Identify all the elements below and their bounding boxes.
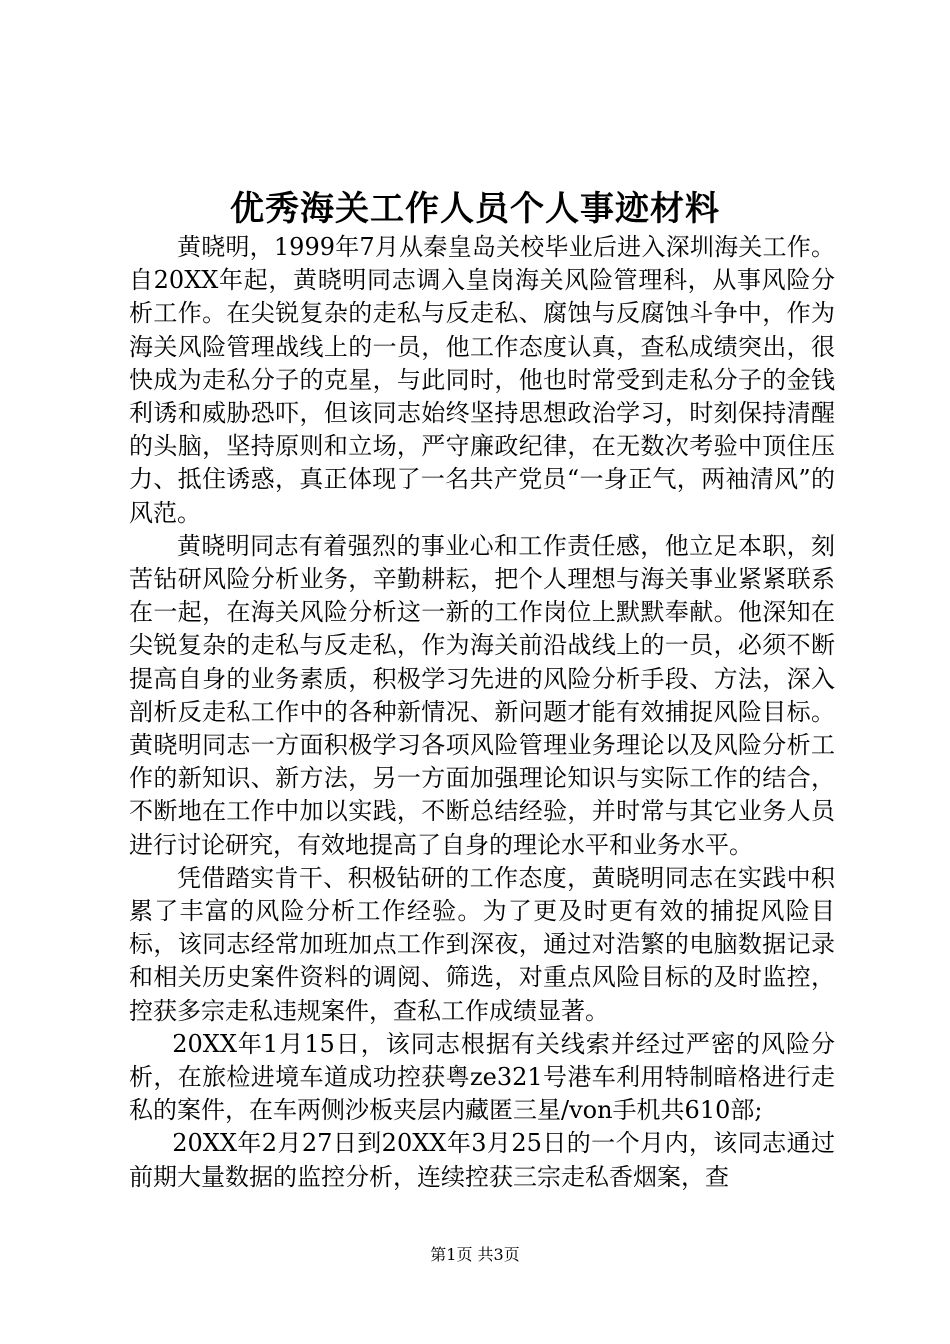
paragraph: 黄晓明，1999年7月从秦皇岛关校毕业后进入深圳海关工作。自20XX年起，黄晓明同志调入皇岗海关风险管理科，从事风险分析工作。在尖锐复杂的走私与反走私、腐蚀与反腐蚀斗争中，作为海关风险管理战线上的一员，他工作态度认真，查私成绩突出，很快成为走私分子的克星，与此同时，他也时常受到走私分子的金钱利诱和威胁恐吓，但该同志始终坚持思想政治学习，时刻保持清醒的头脑，坚持原则和立场，严守廉政纪律，在无数次考验中顶住压力、抵住诱惑，真正体现了一名共产党员“一身正气，两袖清风”的风范。 xyxy=(129,233,835,527)
page-number-footer: 第1页 共3页 xyxy=(430,1245,520,1264)
paragraph: 20XX年1月15日，该同志根据有关线索并经过严密的风险分析，在旅检进境车道成功控获粤ze321号港车利用特制暗格进行走私的案件，在车两侧沙板夹层内藏匿三星/von手机共610部; xyxy=(129,1029,835,1125)
document-title: 优秀海关工作人员个人事迹材料 xyxy=(230,189,720,229)
document-body xyxy=(129,231,835,1194)
paragraph: 黄晓明同志有着强烈的事业心和工作责任感，他立足本职，刻苦钻研风险分析业务，辛勤耕耘，把个人理想与海关事业紧紧联系在一起，在海关风险分析这一新的工作岗位上默默奉献。他深知在尖锐复杂的走私与反走私，作为海关前沿战线上的一员，必须不断提高自身的业务素质，积极学习先进的风险分析手段、方法，深入剖析反走私工作中的各种新情况、新问题才能有效捕捉风险目标。黄晓明同志一方面积极学习各项风险管理业务理论以及风险分析工作的新知识、新方法，另一方面加强理论知识与实际工作的结合，不断地在工作中加以实践，不断总结经验，并时常与其它业务人员进行讨论研究，有效地提高了自身的理论水平和业务水平。 xyxy=(129,531,835,859)
paragraph: 凭借踏实肯干、积极钻研的工作态度，黄晓明同志在实践中积累了丰富的风险分析工作经验。为了更及时更有效的捕捉风险目标，该同志经常加班加点工作到深夜，通过对浩繁的电脑数据记录和相关历史案件资料的调阅、筛选，对重点风险目标的及时监控，控获多宗走私违规案件，查私工作成绩显著。 xyxy=(129,863,835,1025)
paragraph: 20XX年2月27日到20XX年3月25日的一个月内，该同志通过前期大量数据的监控分析，连续控获三宗走私香烟案，查 xyxy=(129,1129,835,1191)
